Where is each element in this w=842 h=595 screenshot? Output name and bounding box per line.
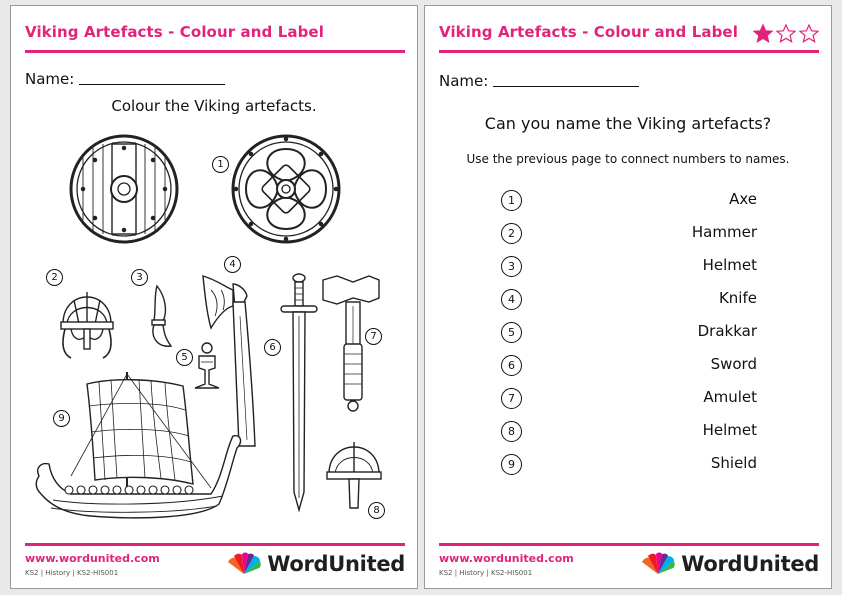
worksheet-page-label bbox=[424, 5, 832, 589]
answer-number: 6 bbox=[501, 355, 522, 376]
list-item[interactable] bbox=[425, 289, 831, 322]
list-item[interactable] bbox=[425, 421, 831, 454]
list-item[interactable] bbox=[425, 355, 831, 388]
name-write-line[interactable] bbox=[493, 86, 639, 87]
answer-number: 9 bbox=[501, 454, 522, 475]
star-icon bbox=[776, 24, 796, 43]
round-shield-icon bbox=[71, 136, 177, 242]
list-item[interactable] bbox=[425, 454, 831, 487]
answer-name: Axe bbox=[729, 190, 757, 208]
answer-number: 1 bbox=[501, 190, 522, 211]
question-heading: Can you name the Viking artefacts? bbox=[484, 114, 772, 133]
name-label: Name: bbox=[439, 72, 489, 90]
answer-number: 7 bbox=[501, 388, 522, 409]
sub-instruction: Use the previous page to connect numbers to names. bbox=[466, 152, 790, 166]
amulet-icon bbox=[195, 343, 219, 388]
brand-name: WordUnited bbox=[267, 552, 405, 576]
name-label: Name: bbox=[25, 70, 75, 88]
artefact-number-4: 4 bbox=[224, 256, 241, 273]
helmet-icon bbox=[327, 442, 381, 508]
answer-number: 2 bbox=[501, 223, 522, 244]
artefact-number-7: 7 bbox=[365, 328, 382, 345]
answer-number: 8 bbox=[501, 421, 522, 442]
list-item[interactable] bbox=[425, 190, 831, 223]
footer-url[interactable]: www.wordunited.com bbox=[439, 552, 574, 565]
answer-name: Helmet bbox=[702, 421, 757, 439]
artefact-number-1: 1 bbox=[212, 156, 229, 173]
answer-name: Amulet bbox=[703, 388, 757, 406]
brand-fan-logo bbox=[226, 552, 262, 576]
brand-fan-logo bbox=[640, 552, 676, 576]
worksheet-page-colour bbox=[10, 5, 418, 589]
knotwork-shield-icon bbox=[233, 136, 339, 242]
brand-name: WordUnited bbox=[681, 552, 819, 576]
viking-ship-icon bbox=[36, 372, 240, 518]
title-divider bbox=[439, 50, 819, 53]
answer-name: Hammer bbox=[691, 223, 757, 241]
star-icon bbox=[753, 24, 773, 43]
artefact-number-6: 6 bbox=[264, 339, 281, 356]
list-item[interactable] bbox=[425, 256, 831, 289]
answer-number: 4 bbox=[501, 289, 522, 310]
knife-icon bbox=[152, 286, 171, 346]
answer-name: Shield bbox=[710, 454, 757, 472]
footer-meta: KS2 | History | KS2-HIS001 bbox=[439, 569, 533, 577]
artefact-illustrations bbox=[11, 6, 418, 589]
footer-divider bbox=[439, 543, 819, 546]
brand-logo bbox=[226, 552, 405, 576]
artefact-number-3: 3 bbox=[131, 269, 148, 286]
answer-name: Knife bbox=[718, 289, 757, 307]
page-title: Viking Artefacts - Colour and Label bbox=[439, 23, 738, 41]
answer-number: 5 bbox=[501, 322, 522, 343]
answer-name: Drakkar bbox=[697, 322, 757, 340]
brand-logo bbox=[640, 552, 819, 576]
page-title: Viking Artefacts - Colour and Label bbox=[25, 23, 324, 41]
instruction: Colour the Viking artefacts. bbox=[111, 97, 317, 115]
list-item[interactable] bbox=[425, 388, 831, 421]
helmet-icon bbox=[61, 292, 113, 358]
answer-number: 3 bbox=[501, 256, 522, 277]
list-item[interactable] bbox=[425, 322, 831, 355]
answer-name: Helmet bbox=[702, 256, 757, 274]
artefact-number-8: 8 bbox=[368, 502, 385, 519]
artefact-number-5: 5 bbox=[176, 349, 193, 366]
list-item[interactable] bbox=[425, 223, 831, 256]
footer-divider bbox=[25, 543, 405, 546]
answer-name: Sword bbox=[710, 355, 757, 373]
difficulty-stars bbox=[753, 24, 819, 43]
footer-meta: KS2 | History | KS2-HIS001 bbox=[25, 569, 119, 577]
star-icon bbox=[799, 24, 819, 43]
sword-icon bbox=[281, 274, 317, 510]
footer-url[interactable]: www.wordunited.com bbox=[25, 552, 160, 565]
artefact-number-2: 2 bbox=[46, 269, 63, 286]
artefact-number-9: 9 bbox=[53, 410, 70, 427]
